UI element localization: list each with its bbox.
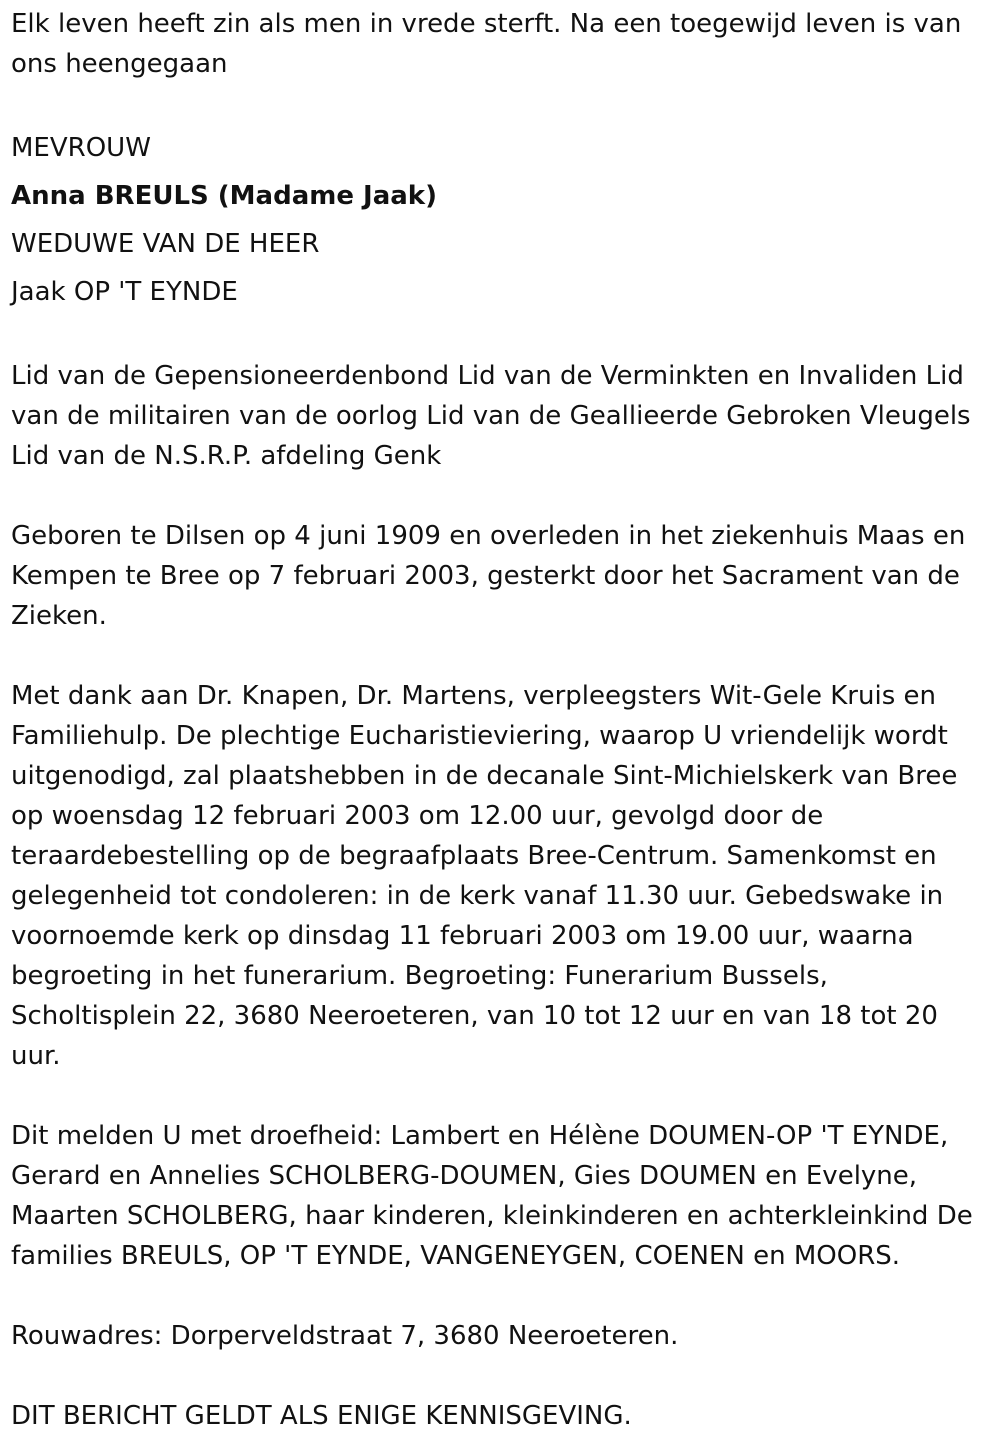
deceased-name: Anna BREULS (Madame Jaak) [11, 181, 437, 211]
death-notice [11, 4, 993, 1436]
salutation: MEVROUW [11, 133, 151, 163]
closing-statement: DIT BERICHT GELDT ALS ENIGE KENNISGEVING. [11, 1401, 632, 1431]
husband-name: Jaak OP 'T EYNDE [11, 277, 238, 307]
widow-line: WEDUWE VAN DE HEER [11, 229, 320, 259]
memberships-paragraph: Lid van de Gepensioneerdenbond Lid van de Verminkten en Invaliden Lid van de militairen van de oorlog Lid van de Geallieerde Gebroken Vleugels Lid van de N.S.R.P. afdeling Genk [11, 361, 971, 471]
family-paragraph: Dit melden U met droefheid: Lambert en Hélène DOUMEN-OP 'T EYNDE, Gerard en Annelies SCHOLBERG-DOUMEN, Gies DOUMEN en Evelyne, Maarten SCHOLBERG, haar kinderen, kleinkinderen en achterkleinkind De families BREULS, OP 'T EYNDE, VANGENEYGEN, COENEN en MOORS. [11, 1121, 973, 1271]
birth-death-paragraph: Geboren te Dilsen op 4 juni 1909 en overleden in het ziekenhuis Maas en Kempen te Bree op 7 februari 2003, gesterkt door het Sacrament van de Zieken. [11, 521, 966, 631]
mourning-address: Rouwadres: Dorperveldstraat 7, 3680 Neeroeteren. [11, 1321, 679, 1351]
ceremony-paragraph: Met dank aan Dr. Knapen, Dr. Martens, verpleegsters Wit-Gele Kruis en Familiehulp. De plechtige Eucharistieviering, waarop U vriendelijk wordt uitgenodigd, zal plaatshebben in de decanale Sint-Michielskerk van Bree op woensdag 12 februari 2003 om 12.00 uur, gevolgd door de teraardebestelling op de begraafplaats Bree-Centrum. Samenkomst en gelegenheid tot condoleren: in de kerk vanaf 11.30 uur. Gebedswake in voornoemde kerk op dinsdag 11 februari 2003 om 19.00 uur, waarna begroeting in het funerarium. Begroeting: Funerarium Bussels, Scholtisplein 22, 3680 Neeroeteren, van 10 tot 12 uur en van 18 tot 20 uur. [11, 681, 958, 1071]
intro-text: Elk leven heeft zin als men in vrede sterft. Na een toegewijd leven is van ons heengegaan [11, 9, 962, 79]
